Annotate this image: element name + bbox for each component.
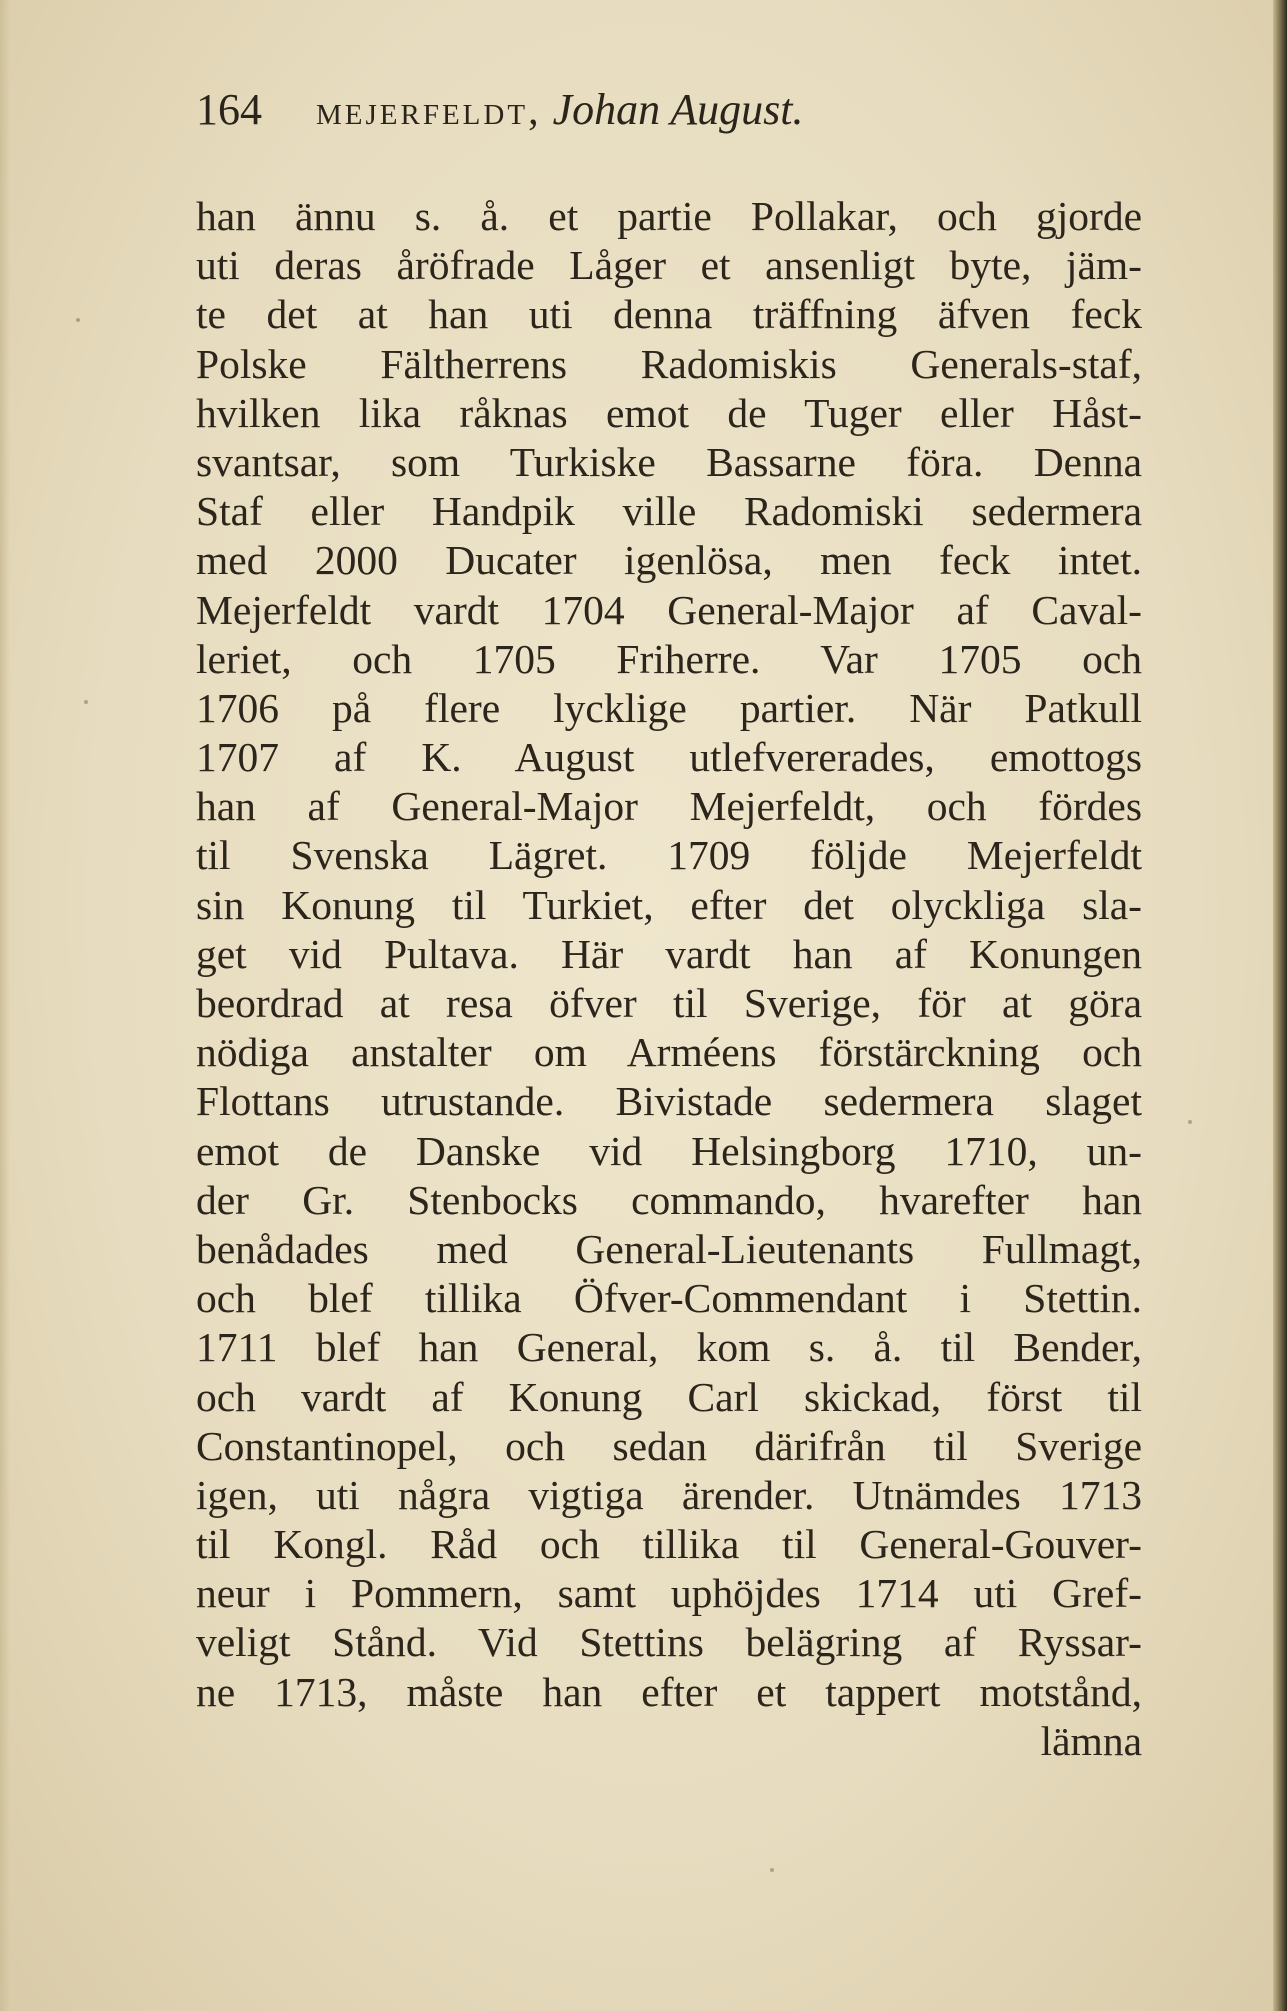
text-line: med 2000 Ducater igenlösa, men feck intet. bbox=[196, 537, 1142, 584]
text-line: leriet, och 1705 Friherre. Var 1705 och bbox=[196, 635, 1142, 682]
page-right-edge bbox=[1273, 0, 1287, 2011]
running-head bbox=[196, 84, 1096, 144]
text-line: Polske Fältherrens Radomiskis Generals-staf, bbox=[196, 340, 1142, 387]
text-line: igen, uti några vigtiga ärender. Utnämdes 1713 bbox=[196, 1471, 1142, 1518]
text-line: veligt Stånd. Vid Stettins belägring af Ryssar- bbox=[196, 1619, 1142, 1666]
paper-speck bbox=[76, 318, 80, 322]
text-line: 1711 blef han General, kom s. å. til Bender, bbox=[196, 1324, 1142, 1371]
text-line: beordrad at resa öfver til Sverige, för at göra bbox=[196, 980, 1142, 1026]
text-line: benådades med General-Lieutenants Fullmagt, bbox=[196, 1225, 1142, 1272]
catchword: lämna bbox=[1040, 1717, 1142, 1764]
text-line: han af General-Major Mejerfeldt, och fördes bbox=[196, 783, 1142, 830]
head-surname: mejerfeldt bbox=[316, 88, 529, 134]
text-line: nödiga anstalter om Arméens förstärckning och bbox=[196, 1029, 1142, 1076]
head-given-name: Johan August. bbox=[552, 85, 804, 134]
text-line: Constantinopel, och sedan därifrån til Sverige bbox=[196, 1422, 1142, 1469]
text-line: ne 1713, måste han efter et tappert motstånd, bbox=[196, 1668, 1142, 1715]
text-line: uti deras åröfrade Låger et ansenligt byte, jäm- bbox=[196, 242, 1142, 289]
paper-speck bbox=[84, 700, 88, 704]
text-line: til Kongl. Råd och tillika til General-Gouver- bbox=[196, 1521, 1142, 1568]
text-line: och vardt af Konung Carl skickad, först til bbox=[196, 1373, 1142, 1420]
text-line: svantsar, som Turkiske Bassarne föra. Denna bbox=[196, 438, 1142, 485]
text-line: til Svenska Lägret. 1709 följde Mejerfeldt bbox=[196, 832, 1142, 879]
text-line: Staf eller Handpik ville Radomiski sedermera bbox=[196, 488, 1142, 535]
text-line: 1707 af K. August utlefvererades, emottogs bbox=[196, 734, 1142, 781]
text-line: get vid Pultava. Här vardt han af Konungen bbox=[196, 930, 1142, 977]
text-line: och blef tillika Öfver-Commendant i Stettin. bbox=[196, 1275, 1142, 1322]
body-text bbox=[196, 192, 1142, 1766]
text-line: Mejerfeldt vardt 1704 General-Major af Caval- bbox=[196, 586, 1142, 633]
page-number: 164 bbox=[196, 85, 262, 134]
page-left-shadow bbox=[0, 0, 10, 2011]
text-line: emot de Danske vid Helsingborg 1710, un- bbox=[196, 1127, 1142, 1174]
paper-speck bbox=[1188, 1120, 1192, 1124]
text-line: han ännu s. å. et partie Pollakar, och gjorde bbox=[196, 193, 1142, 239]
text-line: hvilken lika råknas emot de Tuger eller Håst- bbox=[196, 389, 1142, 436]
text-line: sin Konung til Turkiet, efter det olyckliga sla- bbox=[196, 881, 1142, 928]
text-line: 1706 på flere lycklige partier. När Patkull bbox=[196, 684, 1142, 731]
text-line: neur i Pommern, samt uphöjdes 1714 uti Gref- bbox=[196, 1570, 1142, 1617]
text-line: Flottans utrustande. Bivistade sedermera slaget bbox=[196, 1078, 1142, 1125]
paper-speck bbox=[770, 1868, 774, 1872]
head-separator: , bbox=[528, 88, 539, 134]
text-line: te det at han uti denna träffning äfven feck bbox=[196, 291, 1142, 338]
text-line: der Gr. Stenbocks commando, hvarefter han bbox=[196, 1176, 1142, 1223]
